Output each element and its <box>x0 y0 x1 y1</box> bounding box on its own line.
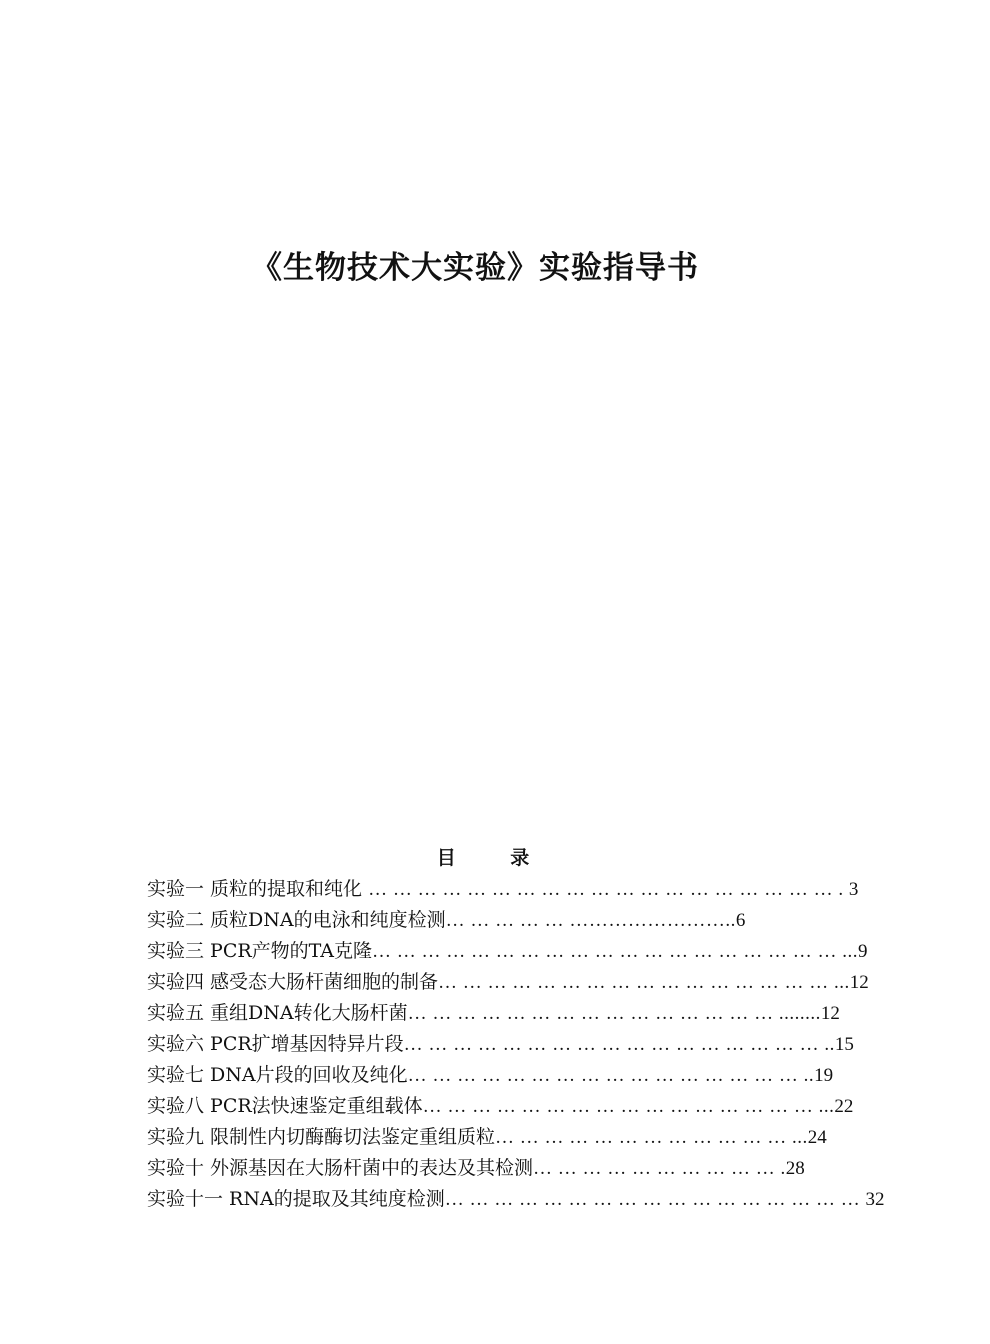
toc-item-page: 24 <box>807 1127 827 1148</box>
toc-item-leader: … … … … … … … … … … … … … … … … ... <box>422 1096 835 1117</box>
toc-item-6[interactable] <box>147 1029 854 1060</box>
toc-item-leader: … … … … … … … … … … . <box>533 1158 786 1179</box>
toc-heading: 目 录 <box>436 847 554 869</box>
toc-item-leader: … … … … … … … … … … … … … … … … … … … . <box>368 879 849 900</box>
toc-item-page: 32 <box>865 1189 885 1210</box>
toc-item-label: 实验十一 RNA的提取及其纯度检测 <box>147 1188 445 1210</box>
toc-item-leader: … … … … … … … … … … … … … … … … … <box>444 1189 866 1210</box>
toc-item-page: 12 <box>849 972 869 993</box>
toc-item-leader: … … … … … … … … … … … … … … … … … … … ... <box>372 941 859 962</box>
toc-item-page: 19 <box>814 1065 834 1086</box>
toc-item-page: 22 <box>834 1096 854 1117</box>
toc-item-11[interactable] <box>147 1184 885 1215</box>
toc-item-1[interactable] <box>147 874 859 905</box>
toc-item-label: 实验八 PCR法快速鉴定重组载体 <box>147 1095 423 1117</box>
toc-item-9[interactable] <box>147 1122 837 1153</box>
toc-item-label: 实验一 质粒的提取和纯化 <box>147 878 369 900</box>
toc-item-3[interactable] <box>147 936 868 967</box>
toc-item-label: 实验十 外源基因在大肠杆菌中的表达及其检测 <box>147 1157 534 1179</box>
toc-item-page: 12 <box>820 1003 840 1024</box>
table-of-contents <box>147 874 885 1215</box>
toc-item-label: 实验五 重组DNA转化大肠杆菌 <box>147 1002 408 1024</box>
toc-item-5[interactable] <box>147 998 840 1029</box>
toc-item-label: 实验六 PCR扩增基因特异片段 <box>147 1033 404 1055</box>
toc-item-8[interactable] <box>147 1091 854 1122</box>
toc-item-4[interactable] <box>147 967 869 998</box>
toc-item-7[interactable] <box>147 1060 837 1091</box>
toc-item-leader: … … … … … … … … … … … … ... <box>495 1127 808 1148</box>
toc-item-leader: … … … … … … … … … … … … … … … … .. <box>407 1065 815 1086</box>
toc-item-page: 9 <box>858 941 868 962</box>
toc-item-10[interactable] <box>147 1153 837 1184</box>
toc-item-page: 28 <box>785 1158 805 1179</box>
toc-item-label: 实验七 DNA片段的回收及纯化 <box>147 1064 408 1086</box>
toc-item-page: 15 <box>834 1034 854 1055</box>
toc-item-label: 实验四 感受态大肠杆菌细胞的制备 <box>147 971 439 993</box>
toc-item-label: 实验九 限制性内切酶酶切法鉴定重组质粒 <box>147 1126 496 1148</box>
toc-item-leader: … … … … … … … … … … … … … … … ........ <box>407 1003 821 1024</box>
toc-item-leader: … … … … … … … … … … … … … … … … … .. <box>403 1034 835 1055</box>
toc-item-label: 实验二 质粒DNA的电泳和纯度检测 <box>147 909 446 931</box>
document-title: 《生物技术大实验》实验指导书 <box>251 250 699 286</box>
toc-item-leader: … … … … … …………………….. <box>445 910 736 931</box>
toc-item-2[interactable] <box>147 905 837 936</box>
toc-item-page: 6 <box>735 910 746 931</box>
toc-item-label: 实验三 PCR产物的TA克隆 <box>147 940 373 962</box>
toc-item-page: 3 <box>848 879 859 900</box>
toc-item-leader: … … … … … … … … … … … … … … … … ... <box>438 972 850 993</box>
